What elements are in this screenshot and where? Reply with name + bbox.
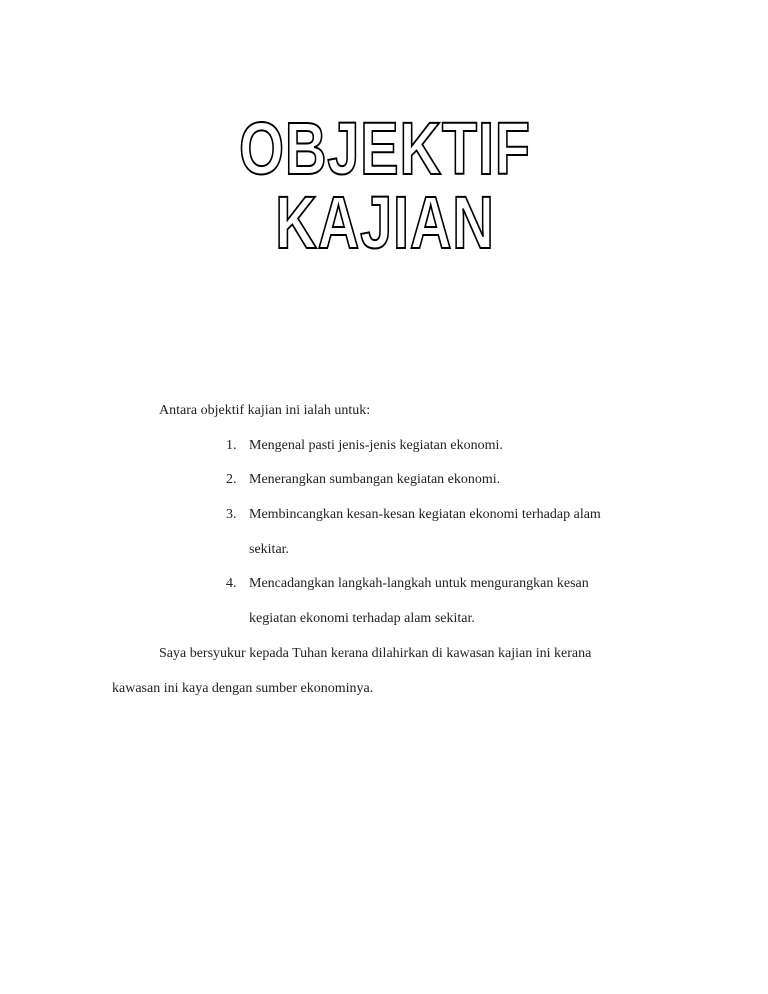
objective-number: 2.: [226, 472, 237, 487]
closing-paragraph-line-1: Saya bersyukur kepada Tuhan kerana dilahirkan di kawasan kajian ini kerana: [159, 646, 592, 661]
objective-text: Mengenal pasti jenis-jenis kegiatan ekonomi.: [249, 438, 503, 453]
objective-text-continued: kegiatan ekonomi terhadap alam sekitar.: [249, 611, 475, 626]
page-title: [0, 107, 768, 264]
objective-text: Menerangkan sumbangan kegiatan ekonomi.: [249, 472, 501, 487]
objective-number: 4.: [226, 576, 237, 591]
objective-text: Membincangkan kesan-kesan kegiatan ekonomi terhadap alam: [249, 507, 601, 522]
objective-number: 1.: [226, 438, 237, 453]
title-line-2: KAJIAN: [275, 181, 495, 264]
objective-text: Mencadangkan langkah-langkah untuk mengurangkan kesan: [249, 576, 589, 591]
objective-text-continued: sekitar.: [249, 542, 290, 557]
closing-paragraph-line-2: kawasan ini kaya dengan sumber ekonominya.: [112, 681, 374, 696]
title-line-1: OBJEKTIF: [239, 107, 531, 190]
objective-number: 3.: [226, 507, 237, 522]
intro-text: Antara objektif kajian ini ialah untuk:: [159, 403, 371, 418]
